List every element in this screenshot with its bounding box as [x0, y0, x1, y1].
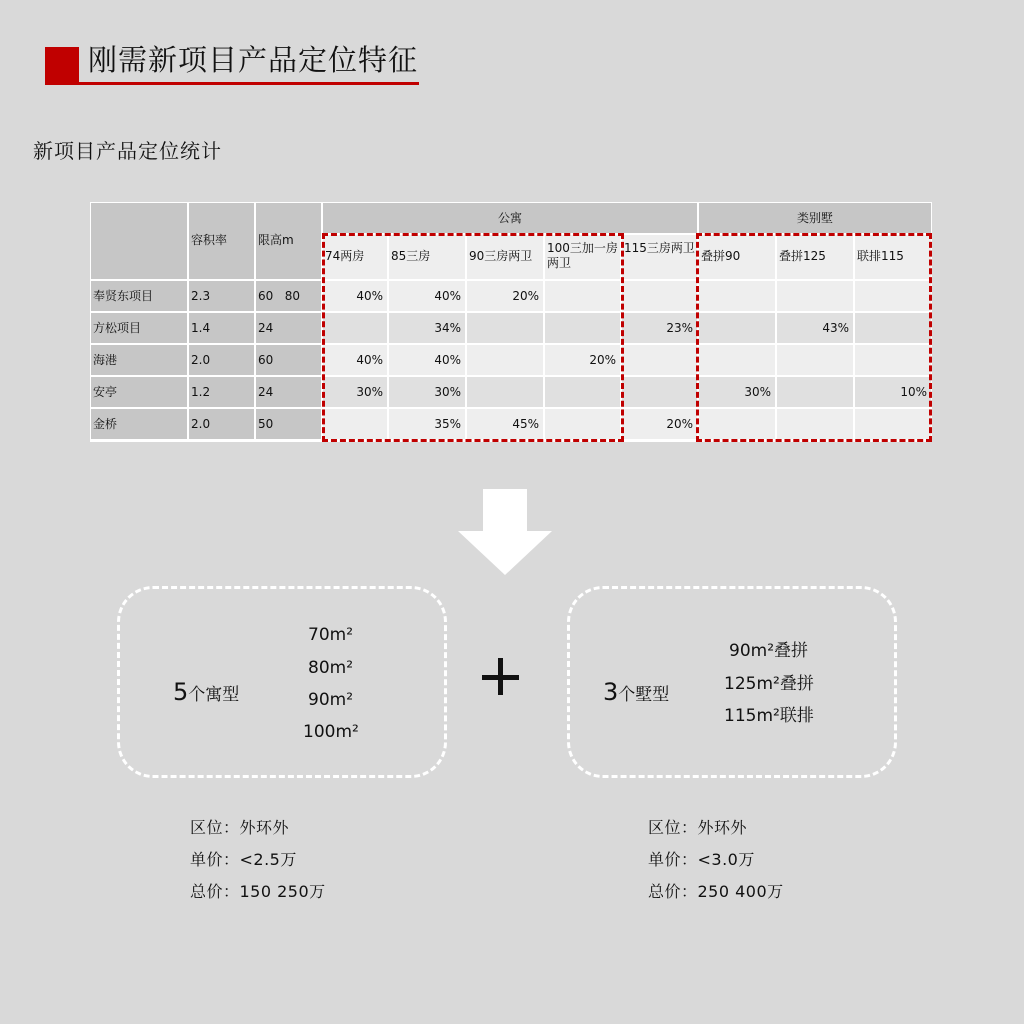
table-cell: [855, 345, 931, 375]
table-header-far: 容积率: [189, 203, 254, 279]
table-cell: [777, 281, 853, 311]
table-row-name: 海港: [91, 345, 187, 375]
table-cell: 40%: [323, 281, 387, 311]
villa-type-item: 115m²联排: [724, 706, 814, 726]
table-cell: [699, 409, 775, 439]
left-location: 区位：外环外: [190, 818, 290, 837]
table-header-apartment-type: 100三加一房两卫: [545, 235, 620, 279]
table-cell: [545, 281, 620, 311]
table-row-height: 24: [256, 313, 321, 343]
table-header-apartment-type: 74两房: [323, 235, 387, 279]
table-header-corner: [91, 203, 187, 279]
table-cell: [777, 409, 853, 439]
table-cell: 45%: [467, 409, 543, 439]
left-total-price: 总价：150 250万: [190, 882, 326, 901]
table-row-name: 方松项目: [91, 313, 187, 343]
title-underline: [45, 82, 419, 85]
right-unit-price: 单价：<3.0万: [648, 850, 755, 869]
table-row-name: 奉贤东项目: [91, 281, 187, 311]
table-header-villa: 类别墅: [699, 203, 931, 233]
table-cell: [699, 313, 775, 343]
table-cell: [622, 281, 697, 311]
table-header-apartment-type: 115三房两卫: [622, 235, 697, 279]
table-row-far: 1.2: [189, 377, 254, 407]
table-row-height: 50: [256, 409, 321, 439]
table-cell: 35%: [389, 409, 465, 439]
table-row-far: 1.4: [189, 313, 254, 343]
apartment-type-item: 90m²: [308, 690, 354, 710]
table-cell: [777, 345, 853, 375]
apartment-count: 5个寓型: [173, 678, 240, 706]
table-cell: [545, 313, 620, 343]
table-cell: [323, 409, 387, 439]
table-cell: 30%: [699, 377, 775, 407]
table-cell: [622, 377, 697, 407]
table-cell: [467, 313, 543, 343]
table-cell: [467, 377, 543, 407]
table-cell: 40%: [389, 281, 465, 311]
table-row-height: 60: [256, 345, 321, 375]
page-title: 刚需新项目产品定位特征: [88, 43, 419, 77]
table-cell: 20%: [622, 409, 697, 439]
table-cell: [699, 281, 775, 311]
table-cell: [777, 377, 853, 407]
table-row-far: 2.0: [189, 409, 254, 439]
right-location: 区位：外环外: [648, 818, 748, 837]
table-header-height: 限高m: [256, 203, 321, 279]
table-cell: [855, 409, 931, 439]
apartment-summary-box: [117, 586, 447, 778]
down-arrow-icon: [483, 489, 527, 533]
table-header-apartment-type: 85三房: [389, 235, 465, 279]
right-total-price: 总价：250 400万: [648, 882, 784, 901]
table-header-apartment: 公寓: [323, 203, 697, 233]
apartment-type-item: 70m²: [308, 625, 354, 645]
table-cell: 40%: [389, 345, 465, 375]
table-cell: 30%: [323, 377, 387, 407]
table-cell: [467, 345, 543, 375]
table-cell: 20%: [467, 281, 543, 311]
apartment-type-item: 100m²: [303, 722, 359, 742]
table-cell: 20%: [545, 345, 620, 375]
table-header-villa-type: 叠拼90: [699, 235, 775, 279]
table-cell: [622, 345, 697, 375]
table-row-name: 金桥: [91, 409, 187, 439]
table-row-height: 60 80: [256, 281, 321, 311]
table-row-name: 安亭: [91, 377, 187, 407]
table-cell: [323, 313, 387, 343]
table-row-far: 2.0: [189, 345, 254, 375]
table-cell: [699, 345, 775, 375]
product-table: [90, 202, 932, 442]
table-cell: 23%: [622, 313, 697, 343]
title-marker: [45, 47, 79, 83]
villa-type-item: 125m²叠拼: [724, 674, 814, 694]
table-cell: 34%: [389, 313, 465, 343]
table-header-villa-type: 联排115: [855, 235, 931, 279]
down-arrow-head: [458, 531, 552, 575]
table-cell: [545, 377, 620, 407]
table-cell: 30%: [389, 377, 465, 407]
table-row-height: 24: [256, 377, 321, 407]
plus-icon-vertical: [498, 658, 503, 695]
table-cell: 10%: [855, 377, 931, 407]
villa-count: 3个墅型: [603, 678, 670, 706]
table-header-villa-type: 叠拼125: [777, 235, 853, 279]
table-cell: 43%: [777, 313, 853, 343]
section-subtitle: 新项目产品定位统计: [33, 139, 222, 163]
left-unit-price: 单价：<2.5万: [190, 850, 297, 869]
table-cell: [545, 409, 620, 439]
table-row-far: 2.3: [189, 281, 254, 311]
villa-type-item: 90m²叠拼: [729, 641, 809, 661]
apartment-type-item: 80m²: [308, 658, 354, 678]
table-cell: [855, 313, 931, 343]
table-header-apartment-type: 90三房两卫: [467, 235, 543, 279]
table-cell: 40%: [323, 345, 387, 375]
table-cell: [855, 281, 931, 311]
